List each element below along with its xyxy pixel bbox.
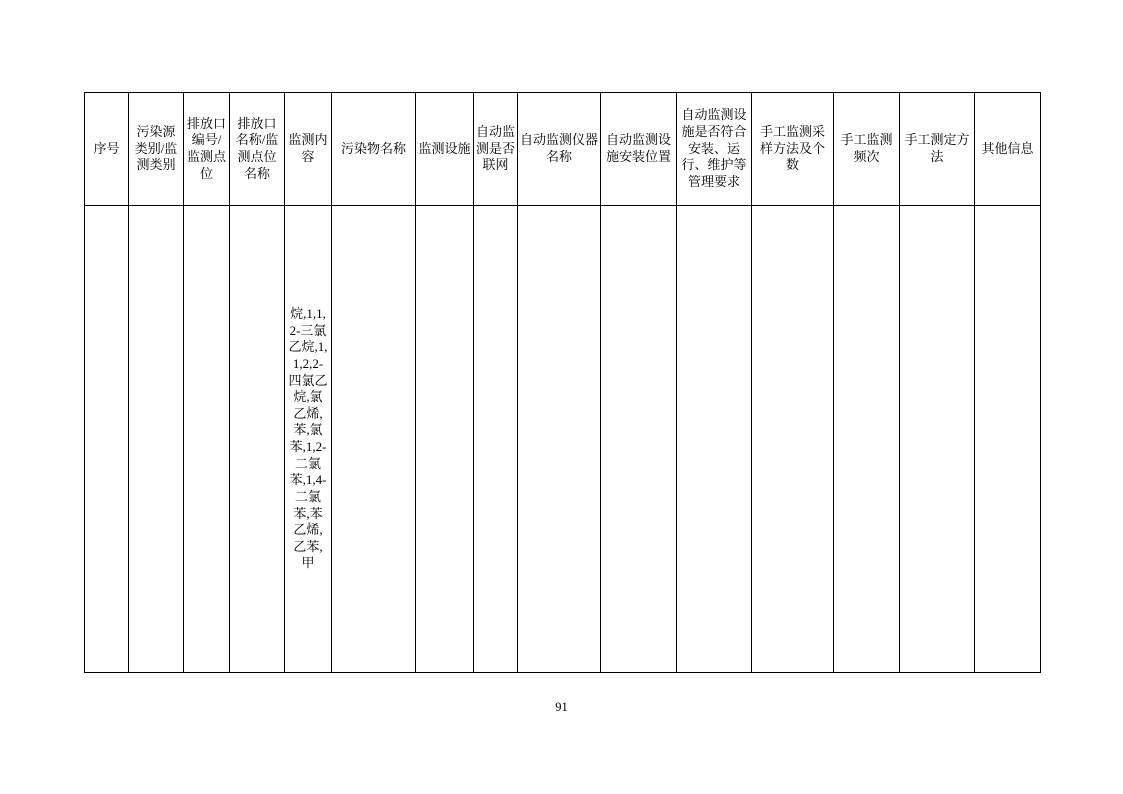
header-label: 自动监测是否联网 <box>476 124 516 173</box>
header-label: 手工测定方法 <box>904 132 970 164</box>
header-label: 自动监测设施安装位置 <box>605 132 671 164</box>
table-cell-monitor-content <box>285 206 332 673</box>
table-cell-outlet-name <box>230 206 285 673</box>
table-cell-auto-instrument-name <box>518 206 601 673</box>
table-header-cell-source-type <box>129 93 184 206</box>
header-label: 自动监测仪器名称 <box>520 132 599 164</box>
table-header-cell-seq <box>85 93 129 206</box>
header-label: 其他信息 <box>981 140 1034 156</box>
table-header-cell-other-info <box>975 93 1041 206</box>
header-label: 监测设施 <box>418 140 471 156</box>
header-label: 污染源类别/监测类别 <box>134 124 178 173</box>
table-header-cell-pollutant-name <box>332 93 416 206</box>
header-label: 排放口编号/监测点位 <box>186 115 226 181</box>
table-header-cell-manual-sampling-method <box>752 93 834 206</box>
table-cell-pollutant-name <box>332 206 416 673</box>
table-row <box>85 206 1041 673</box>
header-label: 监测内容 <box>288 132 328 164</box>
table-cell-auto-networked <box>474 206 518 673</box>
table-cell-manual-frequency <box>834 206 900 673</box>
header-label: 手工监测采样方法及个数 <box>759 124 825 173</box>
table-header-row <box>85 93 1041 206</box>
monitoring-table-container <box>84 92 1040 673</box>
header-label: 手工监测频次 <box>840 132 893 164</box>
table-cell-auto-install-location <box>601 206 677 673</box>
table-cell-source-type <box>129 206 184 673</box>
table-cell-outlet-code <box>184 206 230 673</box>
table-header-cell-auto-networked <box>474 93 518 206</box>
header-label: 序号 <box>93 140 120 156</box>
table-header-cell-outlet-code <box>184 93 230 206</box>
table-header-cell-manual-determination-method <box>900 93 975 206</box>
table-header-cell-outlet-name <box>230 93 285 206</box>
header-label: 排放口名称/监测点位名称 <box>235 115 279 181</box>
table-cell-auto-compliance <box>677 206 752 673</box>
monitoring-table <box>84 92 1041 673</box>
header-label: 自动监测设施是否符合安装、运行、维护等管理要求 <box>681 107 747 189</box>
table-header-cell-monitor-facility <box>416 93 474 206</box>
table-header-cell-auto-instrument-name <box>518 93 601 206</box>
page-number: 91 <box>555 700 568 714</box>
table-header <box>85 93 1041 206</box>
table-header-cell-auto-install-location <box>601 93 677 206</box>
table-body <box>85 206 1041 673</box>
table-cell-monitor-facility <box>416 206 474 673</box>
table-header-cell-auto-compliance <box>677 93 752 206</box>
table-cell-other-info <box>975 206 1041 673</box>
header-label: 污染物名称 <box>340 140 406 156</box>
table-cell-manual-sampling-method <box>752 206 834 673</box>
table-cell-seq <box>85 206 129 673</box>
table-cell-manual-determination-method <box>900 206 975 673</box>
table-header-cell-manual-frequency <box>834 93 900 206</box>
cell-value: 烷,1,1,2-三氯乙烷,1,1,2,2-四氯乙烷,氯乙烯,苯,氯苯,1,2-二氯苯,1,4-二氯苯,苯乙烯,乙苯,甲 <box>288 306 328 571</box>
table-header-cell-monitor-content <box>285 93 332 206</box>
